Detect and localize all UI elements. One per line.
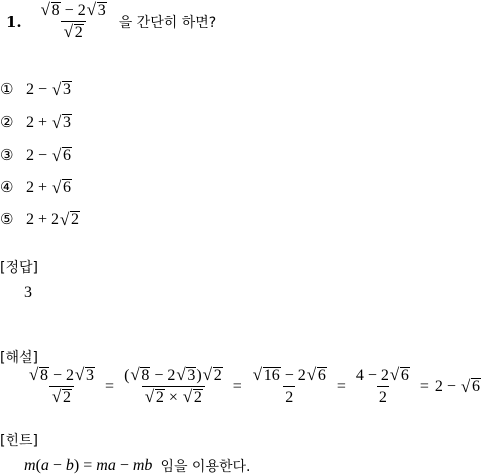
- choice-1[interactable]: ① 2 − √ 3: [0, 80, 72, 99]
- choice-marker: ①: [0, 80, 14, 98]
- choice-2[interactable]: ② 2 + √ 3: [0, 113, 72, 132]
- choice-4[interactable]: ④ 2 + √ 6: [0, 178, 72, 197]
- solution-equation: √ 8 − 2√ 3 √ 2 = (√ 8 − 2√ 3)√ 2 √ 2 × √ 2 = √ $\frac{16 - 2√ 6}{2}$ = $\frac{4 - 2√ 6}{2}$ = 2 − √ 6: [24, 367, 481, 406]
- choice-marker: ③: [0, 146, 14, 164]
- answer-label: [정답]: [0, 260, 38, 276]
- solution-label: [해설]: [0, 350, 38, 366]
- hint-formula: m(a − b) = ma − mb: [24, 457, 153, 474]
- choice-3[interactable]: ③ 2 − √ 6: [0, 146, 72, 165]
- question-text: 을 간단히 하면?: [118, 14, 217, 31]
- choice-marker: ⑤: [0, 210, 14, 228]
- question-expression: [36, 2, 111, 41]
- question-fraction: √ 8 − 2√ 3 √ 2: [38, 2, 109, 41]
- choice-marker: ④: [0, 178, 14, 196]
- hint: [24, 456, 250, 476]
- hint-text: 임을 이용한다.: [160, 459, 251, 475]
- question: [6, 2, 216, 41]
- choice-marker: ②: [0, 113, 14, 131]
- hint-label: [힌트]: [0, 433, 38, 449]
- question-number: 1.: [6, 12, 22, 31]
- choice-5[interactable]: ⑤ 2 + 2√ 2: [0, 210, 80, 229]
- answer-value: 3: [24, 284, 32, 301]
